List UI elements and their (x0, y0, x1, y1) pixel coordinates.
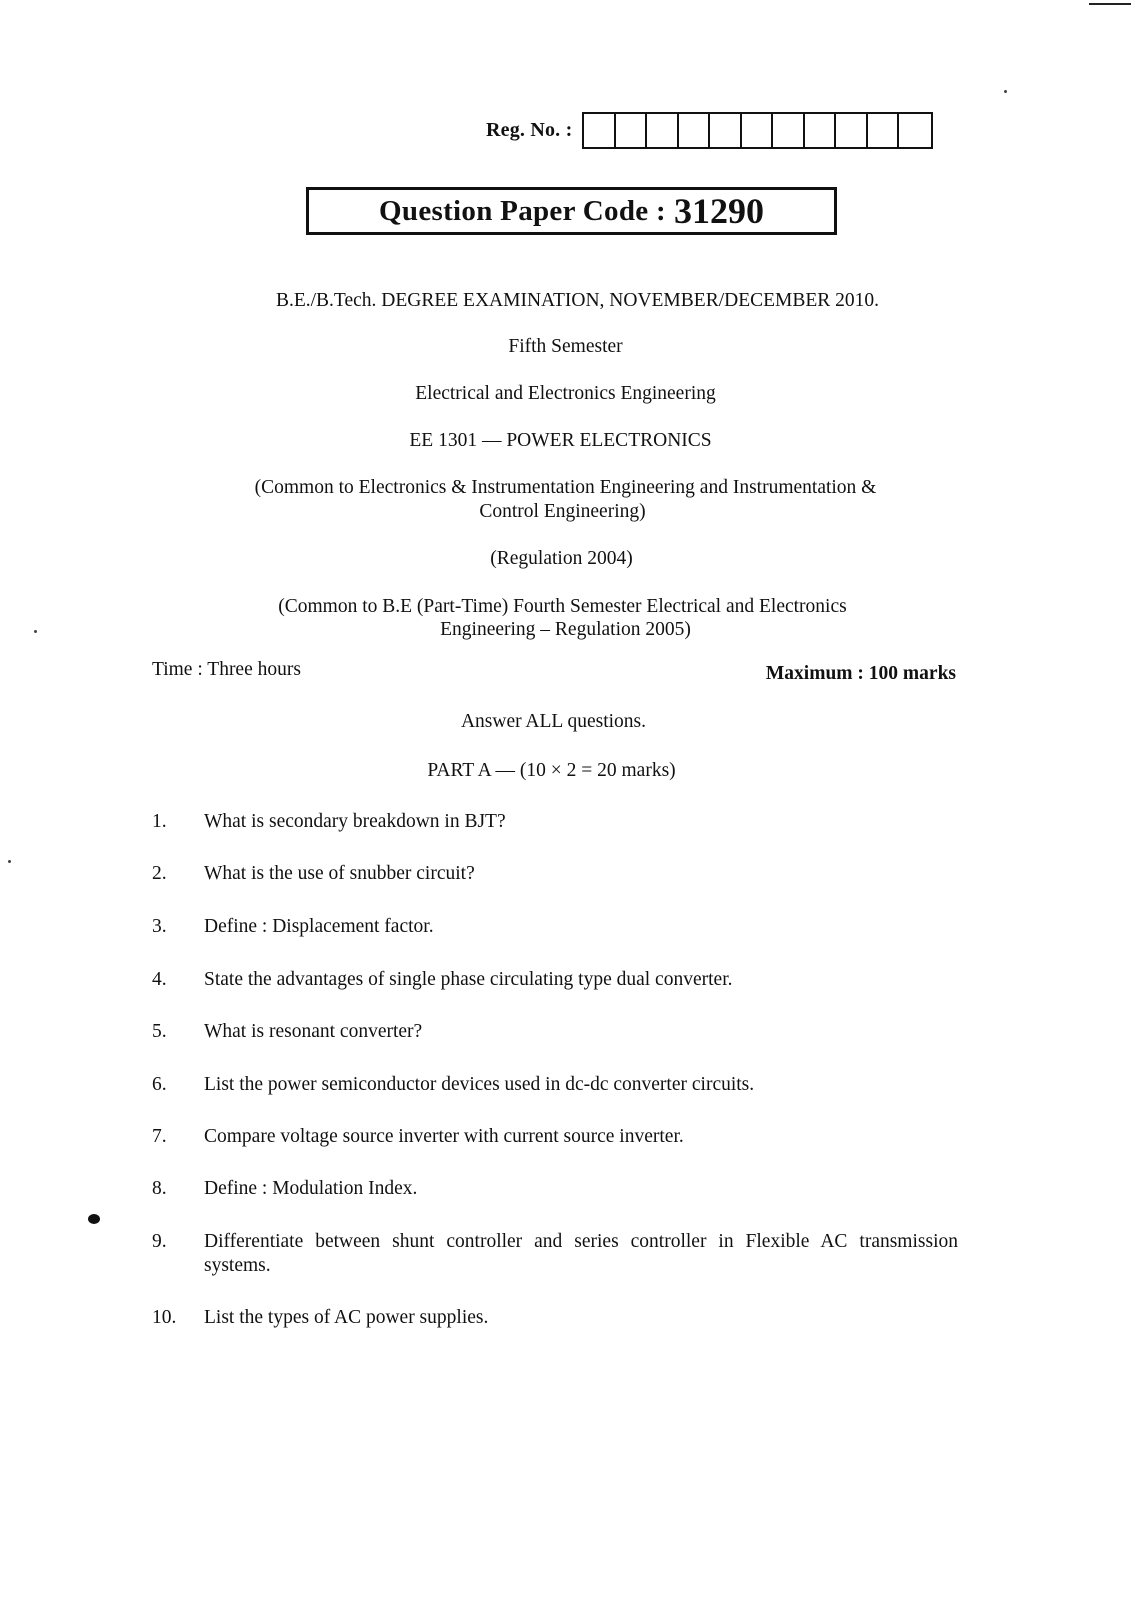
question-item (152, 1020, 958, 1044)
question-number: 5. (152, 1021, 167, 1042)
question-number: 6. (152, 1074, 167, 1095)
reg-no-cell (742, 114, 774, 147)
reg-no-cell (584, 114, 616, 147)
question-item (152, 1306, 958, 1330)
question-item (152, 1177, 958, 1201)
question-item (152, 1073, 958, 1097)
question-item (152, 968, 958, 992)
question-text: Define : Modulation Index. (204, 1178, 418, 1199)
time-allowed: Time : Three hours (152, 659, 301, 680)
scan-corner-mark (1089, 3, 1131, 5)
common-to-line-2: Control Engineering) (479, 501, 646, 522)
question-text: What is the use of snubber circuit? (204, 863, 475, 884)
question-number: 7. (152, 1126, 167, 1147)
subject-title: EE 1301 — POWER ELECTRONICS (409, 430, 712, 451)
question-text: List the types of AC power supplies. (204, 1307, 489, 1328)
question-text: What is resonant converter? (204, 1021, 423, 1042)
question-number: 1. (152, 811, 167, 832)
question-text: Define : Displacement factor. (204, 916, 434, 937)
question-paper-code-label: Question Paper Code : (379, 194, 666, 227)
scan-speck (34, 630, 37, 633)
question-text: What is secondary breakdown in BJT? (204, 811, 506, 832)
reg-no-cell (647, 114, 679, 147)
question-number: 4. (152, 969, 167, 990)
question-text: Differentiate between shunt controller and series controller in Flexible AC transmission systems. (204, 1231, 958, 1276)
question-item (152, 810, 958, 834)
reg-no-cell (868, 114, 900, 147)
reg-no-cell (836, 114, 868, 147)
common-to-line-1: (Common to Electronics & Instrumentation Engineering and Instrumentation & (254, 477, 877, 498)
exam-title: B.E./B.Tech. DEGREE EXAMINATION, NOVEMBER/DECEMBER 2010. (275, 290, 880, 311)
part-time-line-1: (Common to B.E (Part-Time) Fourth Semester Electrical and Electronics (278, 596, 847, 617)
question-number: 9. (152, 1231, 167, 1252)
question-number: 3. (152, 916, 167, 937)
question-paper-code-box (306, 187, 837, 235)
question-number: 8. (152, 1178, 167, 1199)
question-item (152, 1125, 958, 1149)
reg-no-boxes (582, 112, 933, 149)
question-text: Compare voltage source inverter with current source inverter. (204, 1126, 684, 1147)
reg-no-cell (710, 114, 742, 147)
maximum-marks: Maximum : 100 marks (765, 663, 956, 684)
reg-no-cell (616, 114, 648, 147)
question-item (152, 1230, 958, 1278)
question-paper-code: 31290 (673, 191, 764, 231)
instruction: Answer ALL questions. (460, 711, 647, 732)
question-text: List the power semiconductor devices used in dc-dc converter circuits. (204, 1074, 755, 1095)
question-number: 10. (152, 1307, 177, 1328)
branch: Electrical and Electronics Engineering (415, 383, 716, 404)
question-item (152, 915, 958, 939)
margin-bullet-mark (88, 1214, 100, 1224)
reg-no-cell (773, 114, 805, 147)
semester: Fifth Semester (508, 336, 623, 357)
question-number: 2. (152, 863, 167, 884)
part-time-line-2: Engineering – Regulation 2005) (440, 619, 691, 640)
reg-no-cell (805, 114, 837, 147)
question-text: State the advantages of single phase circulating type dual converter. (204, 969, 733, 990)
question-item (152, 862, 958, 886)
regulation: (Regulation 2004) (490, 548, 633, 569)
reg-no-cell (679, 114, 711, 147)
part-a-heading: PART A — (10 × 2 = 20 marks) (427, 760, 676, 781)
scan-speck (8, 860, 11, 863)
reg-no-label: Reg. No. : (486, 119, 573, 141)
reg-no-cell (899, 114, 931, 147)
scan-speck (1004, 90, 1007, 93)
reg-no-row (486, 112, 933, 149)
